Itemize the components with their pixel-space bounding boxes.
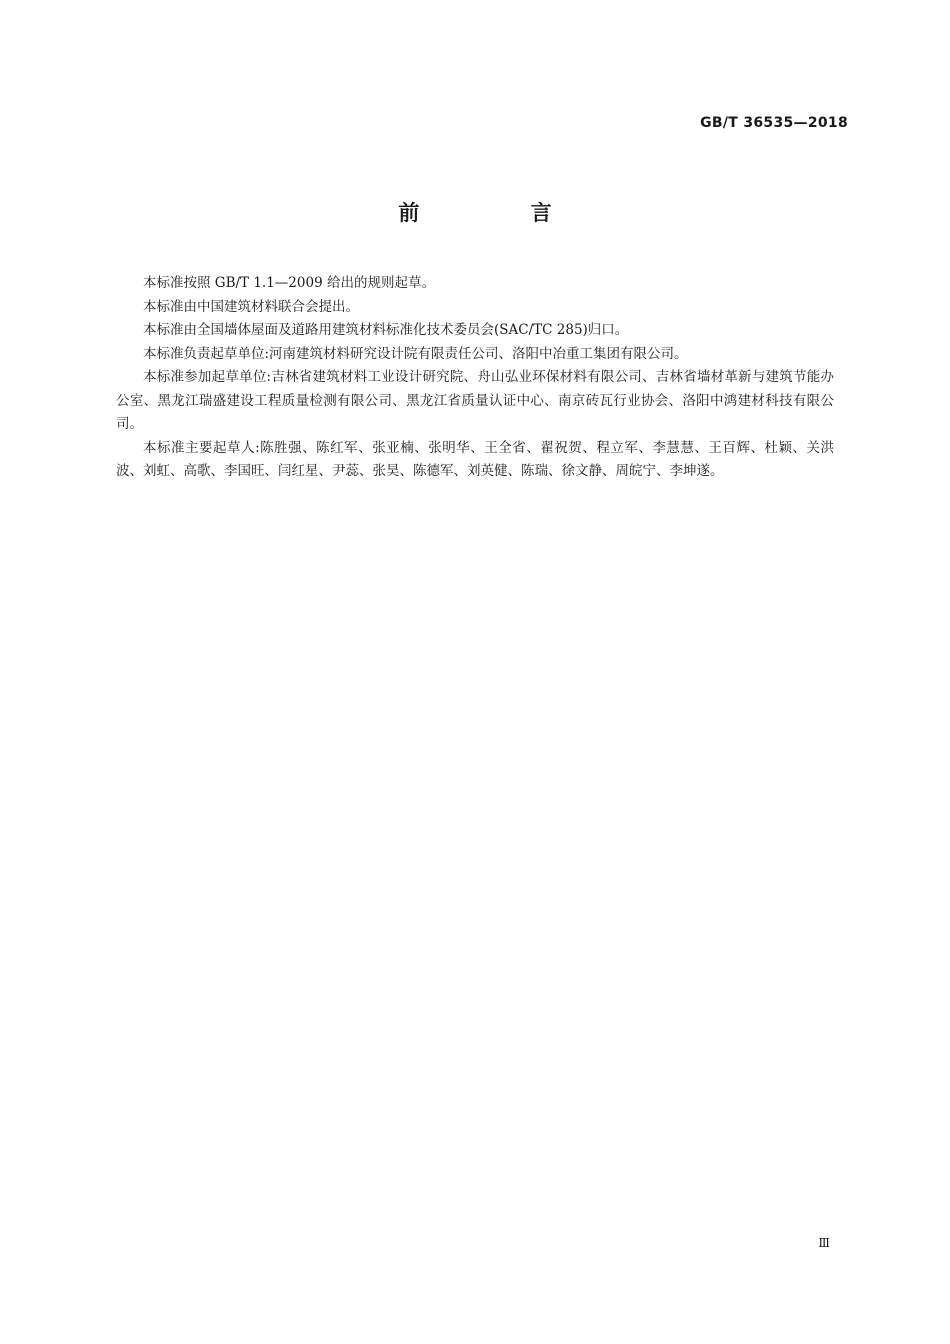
standard-number: GB/T 36535—2018	[700, 115, 848, 131]
foreword-body	[116, 272, 834, 484]
page-number: Ⅲ	[818, 1236, 830, 1250]
paragraph-drafting-rules: 本标准按照 GB/T 1.1—2009 给出的规则起草。	[143, 275, 435, 291]
paragraph-responsible-units: 本标准负责起草单位:河南建筑材料研究设计院有限责任公司、洛阳中冶重工集团有限公司。	[143, 345, 688, 362]
paragraph-main-drafters: 本标准主要起草人:陈胜强、陈红军、张亚楠、张明华、王全省、翟祝贺、程立军、李慧慧、王百辉、杜颖、关洪波、刘虹、高歌、李国旺、闫红星、尹蕊、张昊、陈德军、刘英健、陈瑞、徐文静、周皖宁、李坤遂。	[116, 439, 834, 479]
page-title: 前 言	[398, 201, 604, 225]
paragraph-administration: 本标准由全国墙体屋面及道路用建筑材料标准化技术委员会(SAC/TC 285)归口。	[143, 322, 629, 338]
paragraph-proposer: 本标准由中国建筑材料联合会提出。	[143, 298, 359, 315]
paragraph-participating-units: 本标准参加起草单位:吉林省建筑材料工业设计研究院、舟山弘业环保材料有限公司、吉林省墙材革新与建筑节能办公室、黑龙江瑞盛建设工程质量检测有限公司、黑龙江省质量认证中心、南京砖瓦行业协会、洛阳中鸿建材科技有限公司。	[116, 369, 834, 432]
